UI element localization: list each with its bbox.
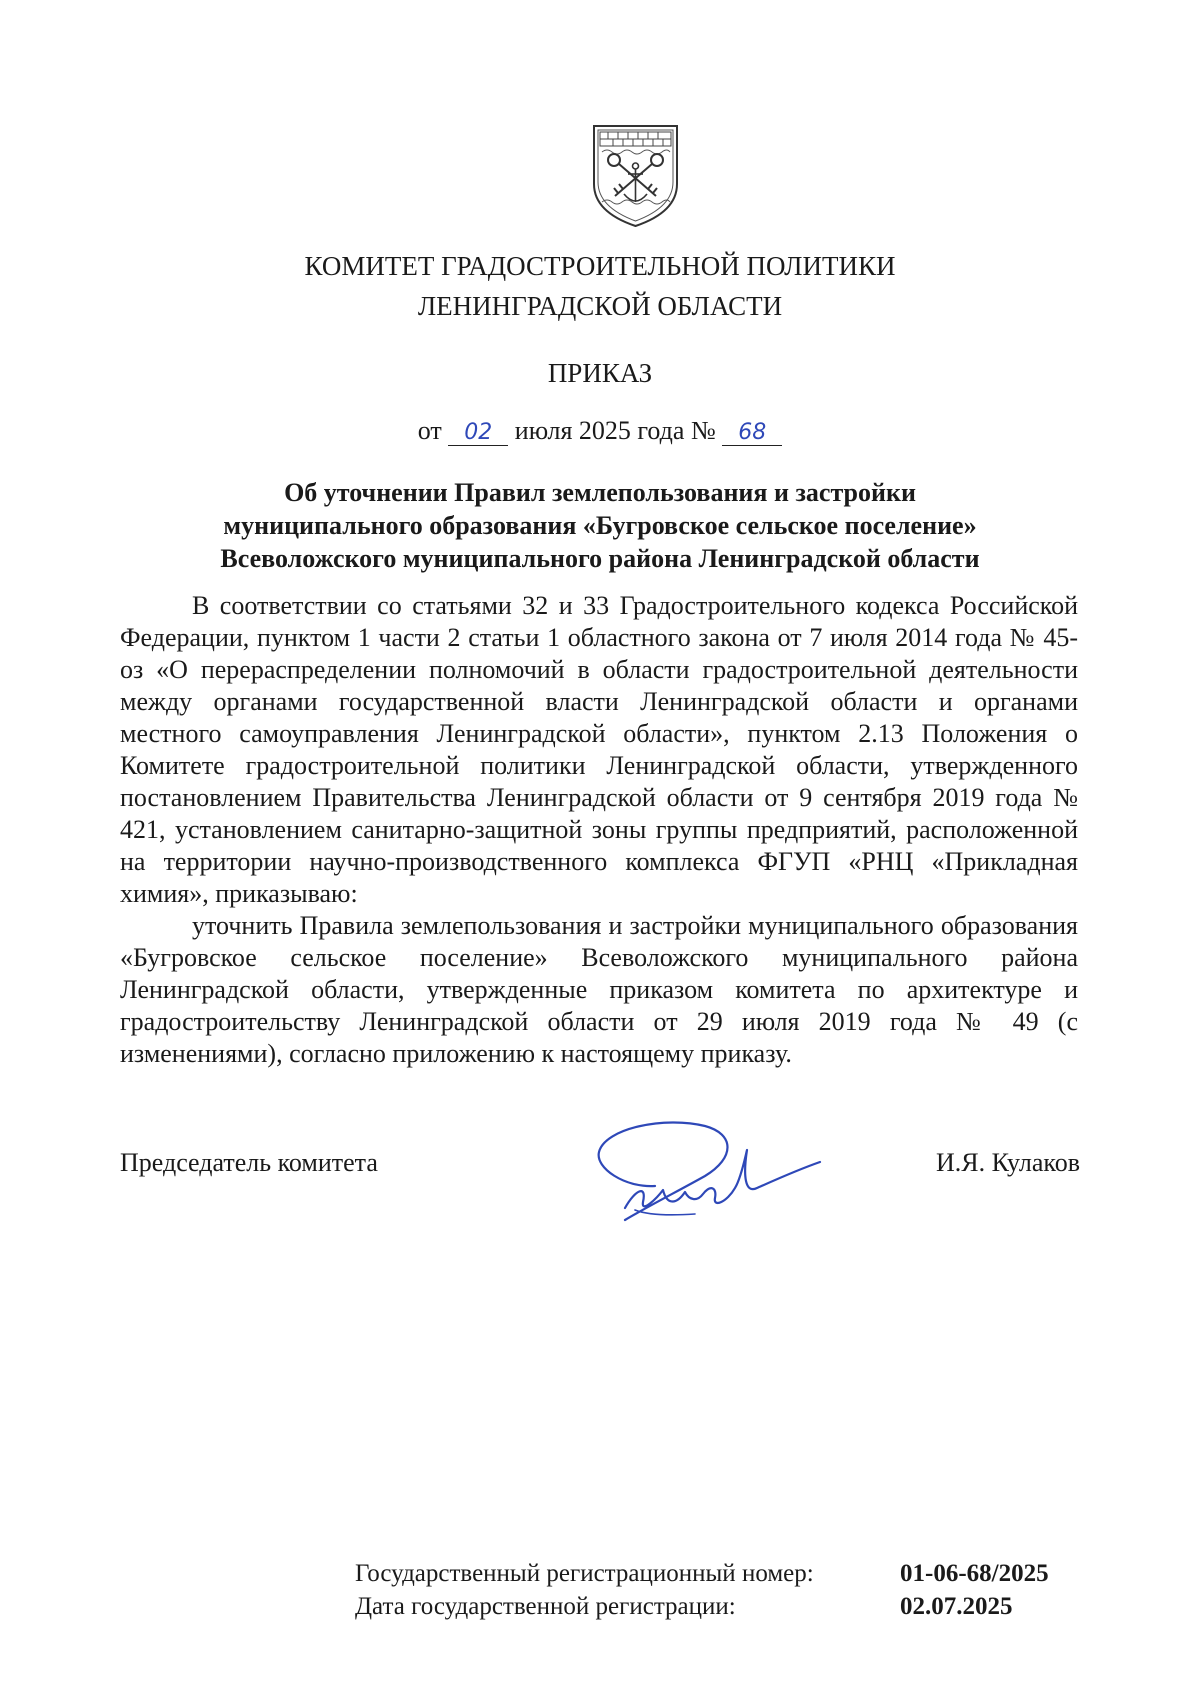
order-title (0, 476, 1200, 575)
organization-name-line-2: ЛЕНИНГРАДСКОЙ ОБЛАСТИ (417, 291, 783, 321)
date-middle: июля 2025 года № (514, 416, 716, 445)
organization-name (0, 246, 1200, 326)
organization-name-line-1: КОМИТЕТ ГРАДОСТРОИТЕЛЬНОЙ ПОЛИТИКИ (304, 251, 896, 281)
body-paragraph-preamble: В соответствии со статьями 32 и 33 Градостроительного кодекса Российской Федерации, пунктом 1 части 2 статьи 1 областного закона от 7 июля 2014 года № 45-оз «О перераспределении полномочий в области градостроительной деятельности между органами государственной власти Ленинградской области и органами местного самоуправления Ленинградской области», пунктом 2.13 Положения о Комитете градостроительной политики Ленинградской области, утвержденного постановлением Правительства Ленинградской области от 9 сентября 2019 года № 421, установлением санитарно-защитной зоны группы предприятий, расположенной на территории научно-производственного комплекса ФГУП «РНЦ «Прикладная химия», приказываю: (120, 591, 1078, 908)
order-title-line-1: Об уточнении Правил землепользования и застройки (284, 478, 916, 507)
registration-number-row (355, 1560, 1049, 1588)
registration-date-row (355, 1593, 1013, 1621)
handwritten-signature (585, 1118, 825, 1230)
order-day-handwritten: 02 (448, 420, 508, 446)
order-date-line (0, 416, 1200, 446)
coat-of-arms-emblem (590, 122, 681, 229)
registration-date-value: 02.07.2025 (900, 1593, 1013, 1620)
registration-number-value: 01-06-68/2025 (900, 1560, 1049, 1587)
signatory-name: И.Я. Кулаков (936, 1148, 1080, 1177)
body-paragraph-directive: уточнить Правила землепользования и застройки муниципального образования «Бугровское сельское поселение» Всеволожского муниципального района Ленинградской области, утвержденные приказом комитета по архитектуре и градостроительству Ленинградской области от 29 июля 2019 года № 49 (с изменениями), согласно приложению к настоящему приказу. (120, 911, 1078, 1068)
order-body (120, 590, 1078, 1070)
date-prefix: от (417, 416, 442, 445)
document-type: ПРИКАЗ (547, 358, 653, 388)
order-title-line-2: муниципального образования «Бугровское сельское поселение» (223, 511, 977, 540)
registration-date-label: Дата государственной регистрации: (355, 1593, 736, 1620)
order-number-handwritten: 68 (722, 420, 782, 446)
registration-number-label: Государственный регистрационный номер: (355, 1560, 814, 1587)
order-title-line-3: Всеволожского муниципального района Ленинградской области (220, 544, 980, 573)
signatory-position: Председатель комитета (120, 1148, 378, 1177)
